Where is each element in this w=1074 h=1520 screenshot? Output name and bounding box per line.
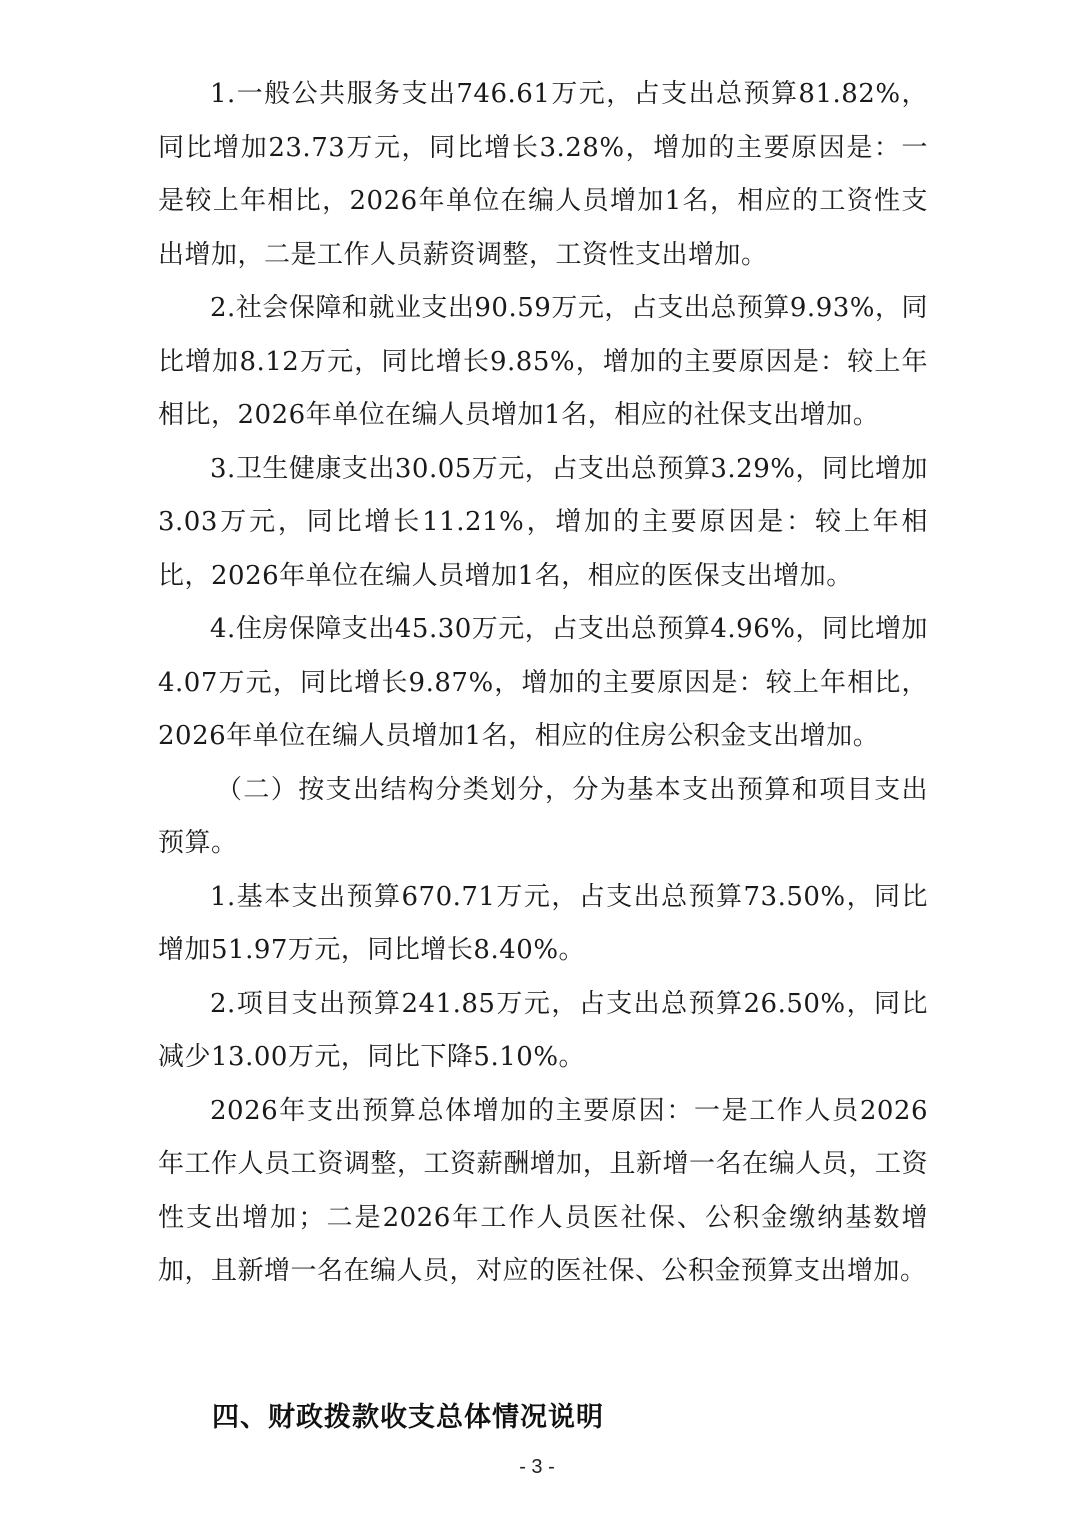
document-body [158,68,928,1299]
section-heading: 四、财政拨款收支总体情况说明 [212,1402,604,1433]
paragraph-project-expenditure: 2.项目支出预算241.85万元，占支出总预算26.50%，同比减少13.00万元，同比下降5.10%。 [158,988,928,1072]
paragraph-expenditure-structure: （二）按支出结构分类划分，分为基本支出预算和项目支出预算。 [158,774,928,858]
paragraph-basic-expenditure: 1.基本支出预算670.71万元，占支出总预算73.50%，同比增加51.97万元，同比增长8.40%。 [158,881,928,965]
page-number: - 3 - [519,1456,555,1478]
paragraph-general-public-services: 1.一般公共服务支出746.61万元，占支出总预算81.82%，同比增加23.73万元，同比增长3.28%，增加的主要原因是：一是较上年相比，2026年单位在编人员增加1名，相应的工资性支出增加，二是工作人员薪资调整，工资性支出增加。 [158,79,928,270]
paragraph-overall-increase-reason: 2026年支出预算总体增加的主要原因：一是工作人员2026年工作人员工资调整，工资薪酬增加，且新增一名在编人员，工资性支出增加；二是2026年工作人员医社保、公积金缴纳基数增加，且新增一名在编人员，对应的医社保、公积金预算支出增加。 [158,1095,928,1286]
paragraph-housing: 4.住房保障支出45.30万元，占支出总预算4.96%，同比增加4.07万元，同比增长9.87%，增加的主要原因是：较上年相比，2026年单位在编人员增加1名，相应的住房公积金支出增加。 [158,614,928,751]
paragraph-social-security: 2.社会保障和就业支出90.59万元，占支出总预算9.93%，同比增加8.12万元，同比增长9.85%，增加的主要原因是：较上年相比，2026年单位在编人员增加1名，相应的社保支出增加。 [158,293,928,430]
paragraph-health: 3.卫生健康支出30.05万元，占支出总预算3.29%，同比增加3.03万元，同比增长11.21%，增加的主要原因是：较上年相比，2026年单位在编人员增加1名，相应的医保支出增加。 [158,453,928,591]
